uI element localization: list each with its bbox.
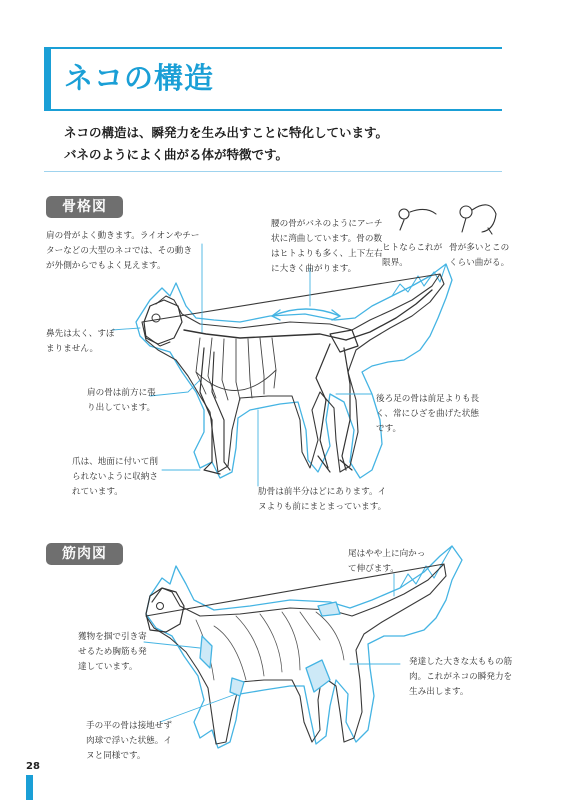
note-line: られないように収納さ <box>72 472 158 482</box>
note-line: 爪は、地面に付いて削 <box>72 457 158 467</box>
note-line: せるため胸筋も発 <box>78 647 147 657</box>
note-line: 手の平の骨は接地せず <box>86 721 172 731</box>
note-line: 肩の骨は前方に張 <box>87 388 156 398</box>
section-tag-muscle: 筋肉図 <box>46 543 123 565</box>
note-chest <box>78 630 147 675</box>
note-line: く、常にひざを曲げた状態 <box>376 409 479 419</box>
note-line: て伸びます。 <box>348 564 399 574</box>
muscle-body-outline <box>146 564 446 744</box>
thigh-muscle <box>306 660 330 692</box>
note-line: 達しています。 <box>78 662 138 672</box>
note-line: 発達した大きな太ももの筋 <box>409 657 513 667</box>
note-line: 肉球で浮いた状態。イ <box>86 736 172 746</box>
page-number: 28 <box>26 761 40 772</box>
page-accent-bar <box>26 775 33 800</box>
note-line: ヒトならこれが <box>382 243 443 253</box>
page-title: ネコの構造 <box>64 61 215 95</box>
note-line: 腰の骨がバネのようにアーチ <box>271 219 383 229</box>
note-line: 骨が多いとこの <box>449 243 510 253</box>
note-line: まりません。 <box>46 344 99 354</box>
note-line: 肋骨は前半分はどにあります。イ <box>258 487 387 497</box>
note-line: に大きく曲がります。 <box>271 264 357 274</box>
note-thigh <box>409 655 512 700</box>
section-tag-skeleton: 骨格図 <box>46 196 123 218</box>
intro-line: ネコの構造は、瞬発力を生み出すことに特化しています。 <box>64 125 389 140</box>
note-line: 尾はやや上に向かっ <box>348 549 426 559</box>
note-line: が外側からでもよく見えます。 <box>46 261 166 271</box>
highlight-muscles <box>200 602 340 696</box>
note-line: 状に湾曲しています。骨の数 <box>271 234 383 244</box>
note-tail <box>348 547 425 577</box>
note-line: り出しています。 <box>87 403 156 413</box>
note-line: 獲物を掴で引き寄 <box>78 632 147 642</box>
note-paw <box>86 719 172 764</box>
note-line: です。 <box>376 424 402 434</box>
tail-base-muscle <box>318 602 340 616</box>
note-line: ターなどの大型のネコでは、その動き <box>46 246 193 256</box>
note-line: 鼻先は太く、すぼ <box>46 329 115 339</box>
note-line: ヌよりも前にまとまっています。 <box>258 502 387 512</box>
note-line: くらい曲がる。 <box>449 258 510 268</box>
pectoral-muscle <box>200 636 212 668</box>
note-line: はヒトよりも多く、上下左右 <box>271 249 383 259</box>
note-line: 後ろ足の骨は前足よりも長 <box>376 394 480 404</box>
intro-line: バネのようによく曲がる体が特徴です。 <box>64 147 289 162</box>
note-line: 肉。これがネコの瞬発力を <box>409 672 513 682</box>
note-line: 肩の骨がよく動きます。ライオンやチー <box>46 231 200 241</box>
note-line: 生み出します。 <box>409 687 469 697</box>
note-line: 限界。 <box>382 258 408 268</box>
note-line: れています。 <box>72 487 123 497</box>
note-line: ヌと同様です。 <box>86 751 146 761</box>
